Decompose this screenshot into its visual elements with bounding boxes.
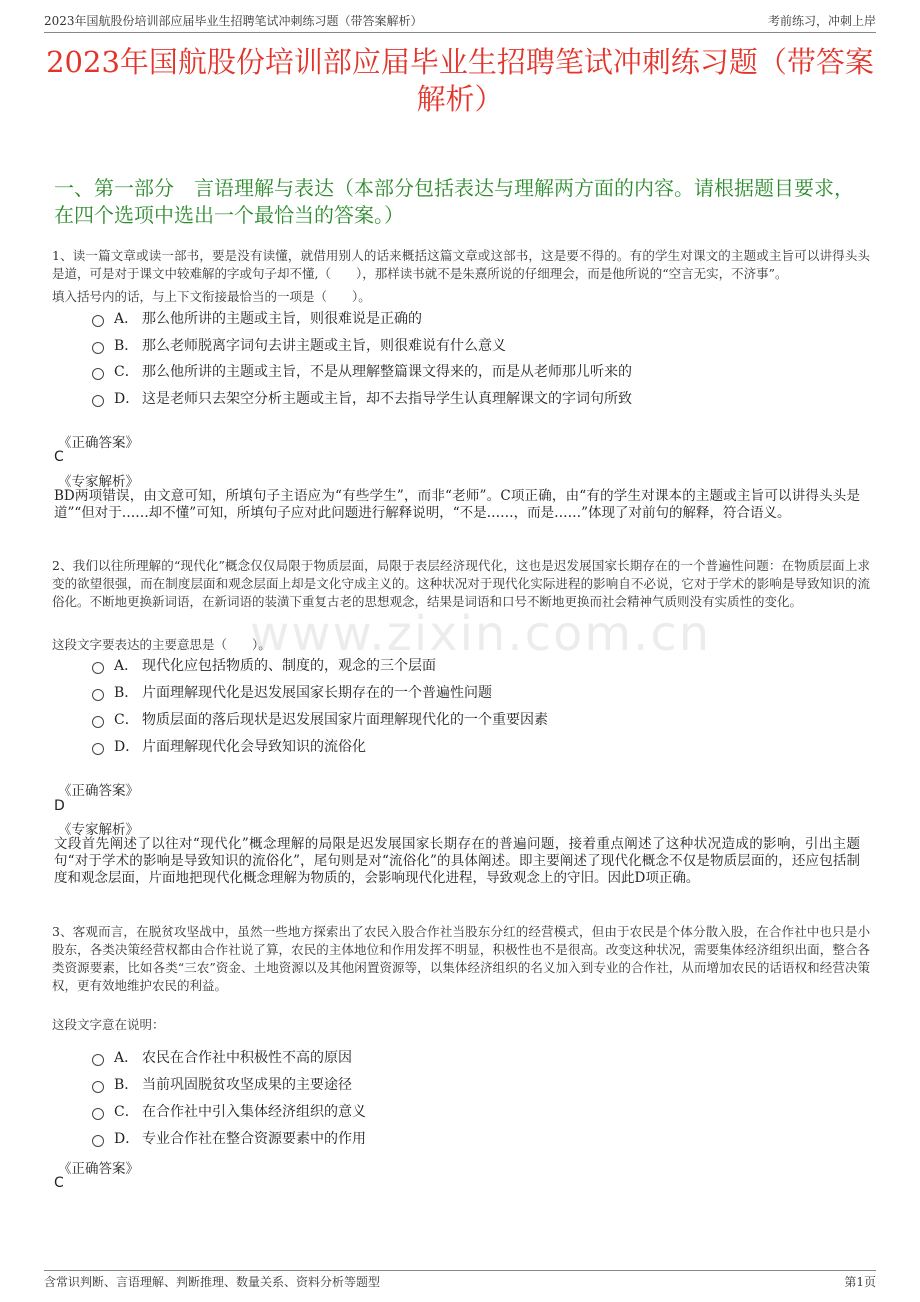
option-key: D． [114, 739, 140, 755]
option-text: 片面理解现代化会导致知识的流俗化 [142, 739, 366, 755]
option-key: A． [114, 658, 139, 674]
radio-icon[interactable] [92, 743, 104, 755]
question-2-analysis: 文段首先阐述了以往对“现代化”概念理解的局限是迟发展国家长期存在的普遍问题，接着重点阐述了这种状况造成的影响，引出主题句“对于学术的影响是导致知识的流俗化”，尾句则是对“流俗化”的具体阐述。即主要阐述了现代化概念不仅是物质层面的，还应包括制度和观念层面，片面地把现代化概念理解为物质的，会影响现代化进程，导致观念上的守旧。因此D项正确。 [54, 836, 860, 886]
footer-topics: 含常识判断、言语理解、判断推理、数量关系、资料分析等题型 [44, 1275, 381, 1289]
option-key: A． [114, 1050, 139, 1066]
option-key: C． [114, 364, 139, 380]
option-text: 片面理解现代化是迟发展国家长期存在的一个普遍性问题 [142, 685, 492, 701]
question-1-stem: 1、读一篇文章或读一部书，要是没有读懂，就借用别人的话来概括这篇文章或这部书，这是要不得的。有的学生对课文的主题或主旨可以讲得头头是道，可是对于课文中较难解的字或句子却不懂,（ ），那样读书就不是朱熹所说的仔细理会，而是他所说的“空言无实，不济事”。 [52, 248, 870, 281]
section-heading: 一、第一部分 言语理解与表达（本部分包括表达与理解两方面的内容。请根据题目要求，在四个选项中选出一个最恰当的答案。） [54, 176, 854, 227]
question-2-analysis-label: 《专家解析》 [58, 822, 139, 838]
option-key: C． [114, 712, 139, 728]
radio-icon[interactable] [92, 342, 104, 354]
option-text: 农民在合作社中积极性不高的原因 [142, 1050, 352, 1066]
radio-icon[interactable] [92, 662, 104, 674]
question-3-answer: C [54, 1175, 64, 1191]
question-1-option-a[interactable] [92, 307, 860, 329]
radio-icon[interactable] [92, 1135, 104, 1147]
question-3-stem: 3、客观而言，在脱贫攻坚战中，虽然一些地方探索出了农民入股合作社当股东分红的经营模式，但由于农民是个体分散入股，在合作社中也只是小股东，各类决策经营权都由合作社说了算，农民的主体地位和作用发挥不明显，积极性也不是很高。改变这种状况，需要集体经济组织出面，整合各类资源要素，比如各类“三农”资金、土地资源以及其他闲置资源等，以集体经济组织的名义加入到专业的合作社，从而增加农民的话语权和经营决策权，更有效地维护农民的利益。 [52, 924, 870, 993]
option-key: B． [114, 1077, 139, 1093]
page-number: 第1页 [844, 1275, 876, 1289]
watermark: www.zixin.com.cn [250, 606, 712, 662]
radio-icon[interactable] [92, 716, 104, 728]
question-3-prompt: 这段文字意在说明： [52, 1017, 165, 1032]
question-1-option-c[interactable] [92, 360, 860, 382]
question-3-option-c[interactable] [92, 1100, 860, 1122]
option-text: 物质层面的落后现状是迟发展国家片面理解现代化的一个重要因素 [142, 712, 548, 728]
option-text: 那么他所讲的主题或主旨，不是从理解整篇课文得来的，而是从老师那儿听来的 [142, 364, 632, 380]
header-slogan: 考前练习，冲刺上岸 [767, 14, 876, 28]
question-1-answer-label: 《正确答案》 [58, 435, 139, 451]
question-1-option-b[interactable] [92, 334, 860, 356]
option-text: 当前巩固脱贫攻坚成果的主要途径 [142, 1077, 352, 1093]
question-2-answer-label: 《正确答案》 [58, 783, 139, 799]
question-1-option-d[interactable] [92, 387, 860, 409]
option-key: D． [114, 391, 140, 407]
radio-icon[interactable] [92, 395, 104, 407]
radio-icon[interactable] [92, 689, 104, 701]
question-2-stem: 2、我们以往所理解的“现代化”概念仅仅局限于物质层面，局限于表层经济现代化，这也是迟发展国家长期存在的一个普遍性问题：在物质层面上求变的欲望很强，而在制度层面和观念层面上却是文化守成主义的。这种状况对于现代化实际进程的影响自不必说，它对于学术的影响是导致知识的流俗化。不断地更换新词语，在新词语的装潢下重复古老的思想观念，结果是词语和口号不断地更换而社会精神气质则没有实质性的变化。 [52, 558, 870, 609]
option-text: 那么老师脱离字词句去讲主题或主旨，则很难说有什么意义 [142, 338, 506, 354]
question-2-prompt: 这段文字要表达的主要意思是（ ）。 [52, 637, 271, 652]
question-2-option-b[interactable] [92, 681, 860, 703]
question-1-prompt: 填入括号内的话，与上下文衔接最恰当的一项是（ ）。 [52, 289, 371, 304]
question-1-analysis: BD两项错误，由文意可知，所填句子主语应为“有些学生”，而非“老师”。C项正确，由“有的学生对课本的主题或主旨可以讲得头头是道”“但对于……却不懂”可知，所填句子应对此问题进行解释说明，“不是……，而是……”体现了对前句的解释，符合语义。 [54, 488, 860, 521]
option-key: C． [114, 1104, 139, 1120]
option-key: D． [114, 1131, 140, 1147]
option-text: 专业合作社在整合资源要素中的作用 [142, 1131, 366, 1147]
question-1-analysis-label: 《专家解析》 [58, 474, 139, 490]
option-key: B． [114, 338, 139, 354]
document-title: 2023年国航股份培训部应届毕业生招聘笔试冲刺练习题（带答案解析） [46, 45, 874, 116]
page-header [44, 12, 876, 33]
question-2-answer: D [54, 798, 65, 814]
radio-icon[interactable] [92, 368, 104, 380]
radio-icon[interactable] [92, 315, 104, 327]
question-3-option-b[interactable] [92, 1073, 860, 1095]
header-doc-title: 2023年国航股份培训部应届毕业生招聘笔试冲刺练习题（带答案解析） [44, 14, 423, 28]
question-2-option-d[interactable] [92, 735, 860, 757]
option-key: A． [114, 311, 139, 327]
question-2-option-c[interactable] [92, 708, 860, 730]
option-text: 现代化应包括物质的、制度的，观念的三个层面 [142, 658, 436, 674]
question-3-answer-label: 《正确答案》 [58, 1161, 139, 1177]
question-1-answer: C [54, 449, 64, 465]
radio-icon[interactable] [92, 1054, 104, 1066]
radio-icon[interactable] [92, 1108, 104, 1120]
option-text: 这是老师只去架空分析主题或主旨，却不去指导学生认真理解课文的字词句所致 [142, 391, 632, 407]
question-2-option-a[interactable] [92, 654, 860, 676]
option-text: 在合作社中引入集体经济组织的意义 [142, 1104, 366, 1120]
radio-icon[interactable] [92, 1081, 104, 1093]
option-text: 那么他所讲的主题或主旨，则很难说是正确的 [142, 311, 422, 327]
question-3-option-a[interactable] [92, 1046, 860, 1068]
page-footer [44, 1270, 876, 1290]
question-3-option-d[interactable] [92, 1127, 860, 1149]
option-key: B． [114, 685, 139, 701]
